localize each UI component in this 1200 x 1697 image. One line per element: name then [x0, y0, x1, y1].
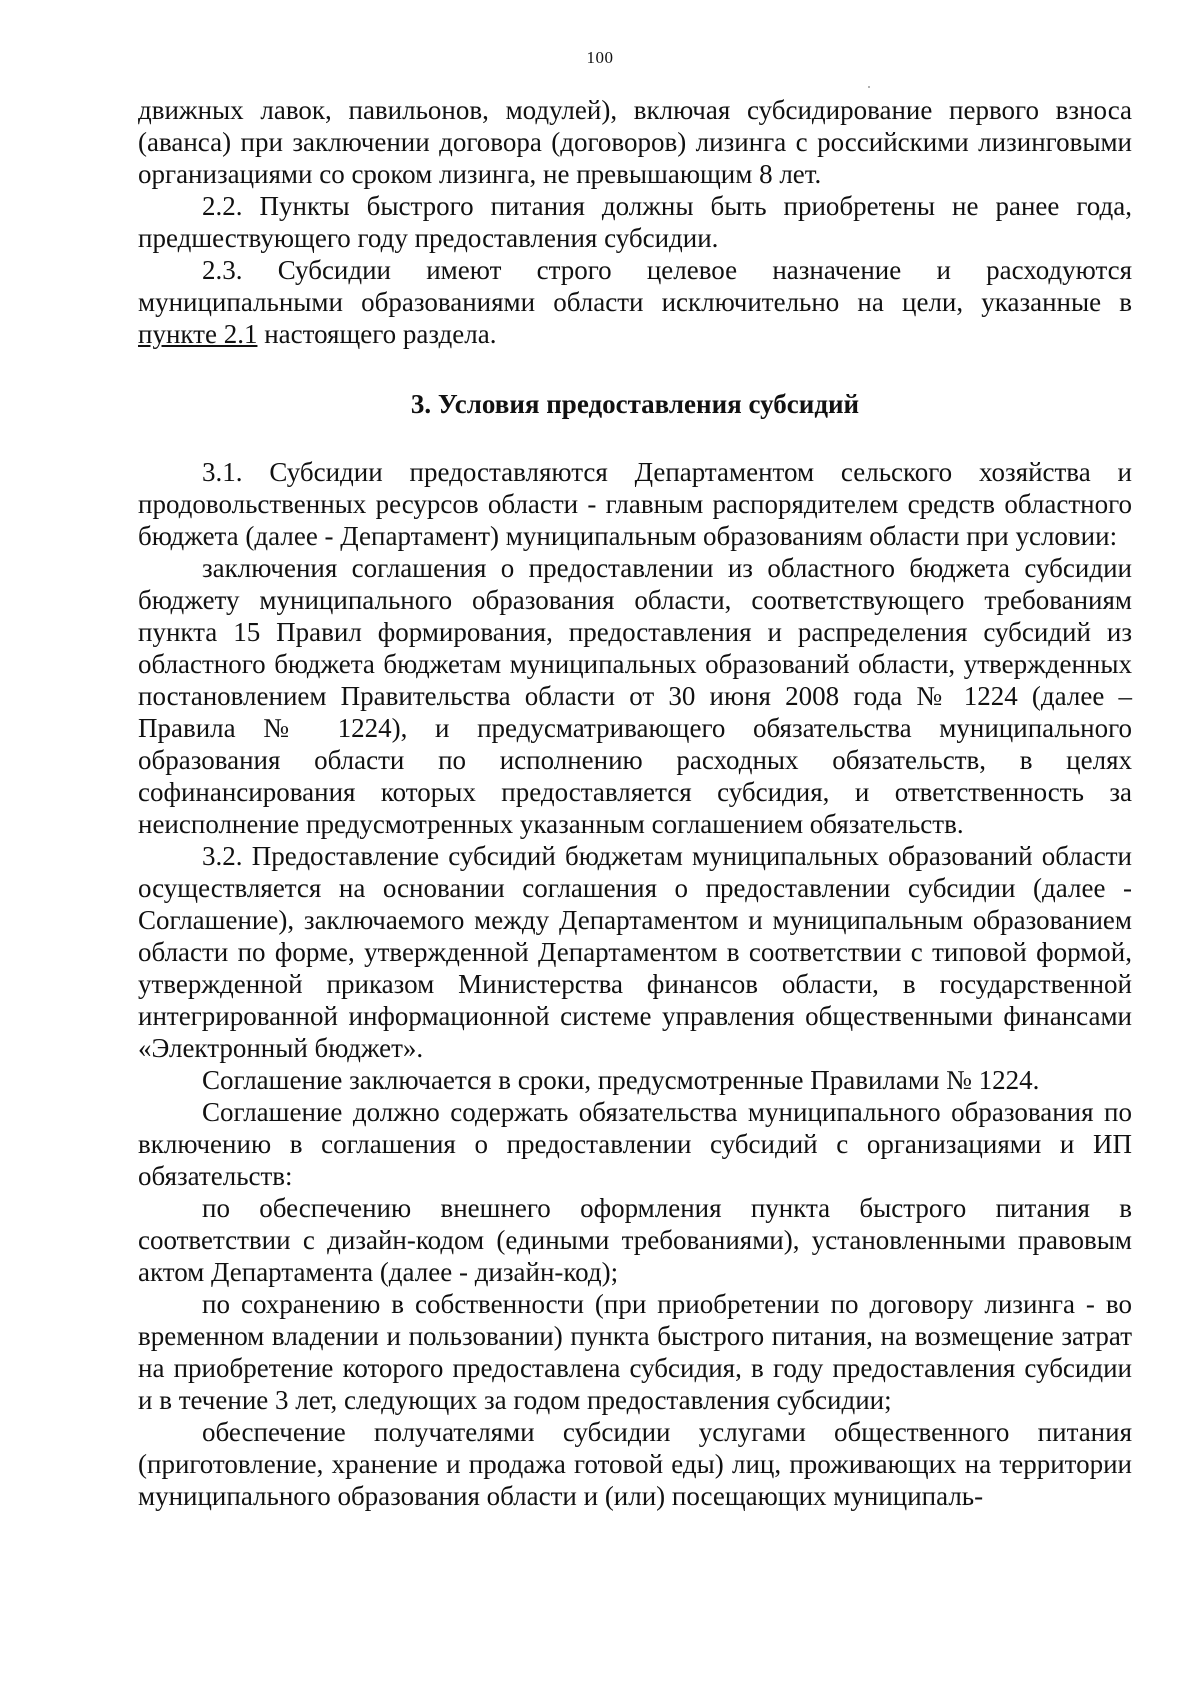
paragraph-ownership: по сохранению в собственности (при приобретении по договору лизинга - во временном владении и пользовании) пункта быстрого питания, на возмещение затрат на приобретение которого предоставлена субсидия, в году предоставления субсидии и в течение 3 лет, следующих за годом предоставления субсидии; — [138, 1289, 1132, 1415]
paragraph-2-3 — [138, 254, 1132, 350]
paragraph-2-2: 2.2. Пункты быстрого питания должны быть приобретены не ранее года, предшествующего году предоставления субсидии. — [138, 191, 1132, 253]
paragraph-continuation: движных лавок, павильонов, модулей), включая субсидирование первого взноса (аванса) при заключении договора (договоров) лизинга с российскими лизинговыми организациями со сроком лизинга, не превышающим 8 лет. — [138, 95, 1132, 189]
paragraph-2-3-text: 2.3. Субсидии имеют строго целевое назначение и расходуются муниципальными образованиями области исключительно на цели, указанные в — [138, 255, 1132, 317]
document-body — [138, 94, 1132, 1512]
scan-speck — [868, 86, 870, 88]
paragraph-agreement-terms: Соглашение заключается в сроки, предусмотренные Правилами № 1224. — [202, 1065, 1040, 1095]
reference-link-2-1[interactable]: пункте 2.1 — [138, 319, 258, 349]
paragraph-agreement-obligations: Соглашение должно содержать обязательства муниципального образования по включению в соглашения о предоставлении субсидий с организациями и ИП обязательств: — [138, 1097, 1132, 1191]
paragraph-2-3-tail: настоящего раздела. — [257, 319, 497, 349]
paragraph-3-2: 3.2. Предоставление субсидий бюджетам муниципальных образований области осуществляется на основании соглашения о предоставлении субсидии (далее - Соглашение), заключаемого между Департаментом и муниципальным образованием области по форме, утвержденной Департаментом в соответствии с типовой формой, утвержденной приказом Министерства финансов области, в государственной интегрированной информационной системе управления общественными финансами «Электронный бюджет». — [138, 841, 1132, 1063]
paragraph-3-1: 3.1. Субсидии предоставляются Департаментом сельского хозяйства и продовольственных ресурсов области - главным распорядителем средств областного бюджета (далее - Департамент) муниципальным образованиям области при условии: — [138, 457, 1132, 551]
paragraph-design-code: по обеспечению внешнего оформления пункта быстрого питания в соответствии с дизайн-кодом (едиными требованиями), установленными правовым актом Департамента (далее - дизайн-код); — [138, 1193, 1132, 1287]
section-heading: 3. Условия предоставления субсидий — [410, 389, 860, 419]
page-number: 100 — [586, 48, 614, 67]
paragraph-catering-services: обеспечение получателями субсидии услугами общественного питания (приготовление, хранение и продажа готовой еды) лиц, проживающих на территории муниципального образования области и (или) посещающих муниципаль- — [138, 1417, 1132, 1511]
paragraph-agreement-condition: заключения соглашения о предоставлении из областного бюджета субсидии бюджету муниципального образования области, соответствующего требованиям пункта 15 Правил формирования, предоставления и распределения субсидий из областного бюджета бюджетам муниципальных образований области, утвержденных постановлением Правительства области от 30 июня 2008 года № 1224 (далее – Правила № 1224), и предусматривающего обязательства муниципального образования области по исполнению расходных обязательств, в целях софинансирования которых предоставляется субсидия, и ответственность за неисполнение предусмотренных указанным соглашением обязательств. — [138, 553, 1132, 839]
